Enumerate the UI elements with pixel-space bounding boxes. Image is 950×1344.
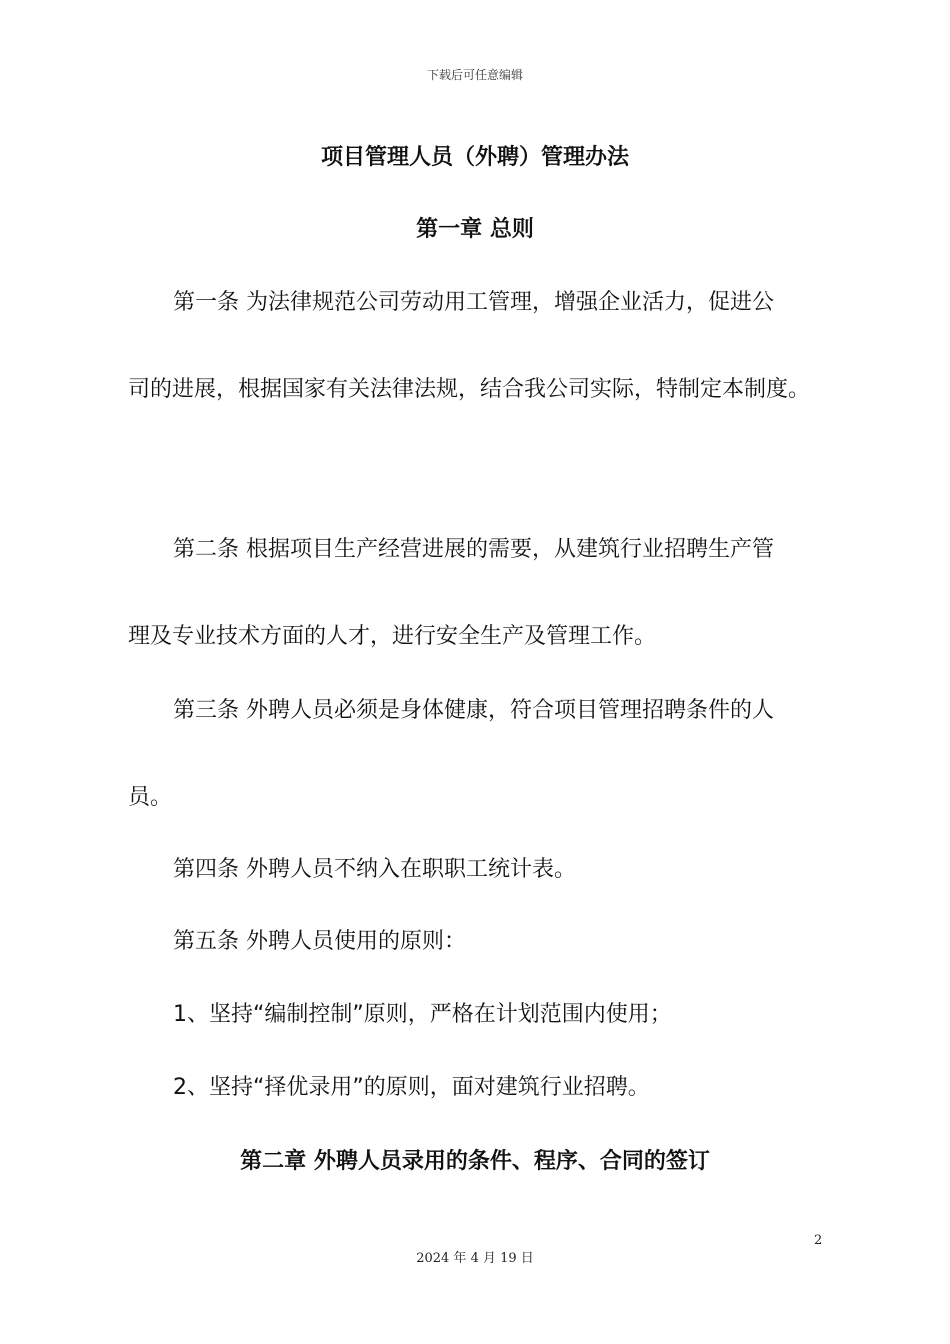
chapter-2-heading: 第二章 外聘人员录用的条件、程序、合同的签订 — [240, 1149, 710, 1174]
chapter-1-heading: 第一章 总则 — [416, 217, 534, 242]
article-1-line-2: 司的进展，根据国家有关法律法规，结合我公司实际，特制定本制度。 — [128, 377, 811, 402]
article-2-line-1: 第二条 根据项目生产经营进展的需要，从建筑行业招聘生产管 — [173, 537, 774, 562]
article-3-line-1: 第三条 外聘人员必须是身体健康，符合项目管理招聘条件的人 — [173, 698, 774, 723]
principle-1: 1、坚持“编制控制”原则，严格在计划范围内使用； — [173, 1002, 672, 1027]
page-header: 下载后可任意编辑 — [426, 68, 523, 82]
article-4: 第四条 外聘人员不纳入在职职工统计表。 — [173, 857, 576, 882]
page-number: 2 — [814, 1233, 823, 1248]
principle-2: 2、坚持“择优录用”的原则，面对建筑行业招聘。 — [173, 1075, 650, 1100]
article-2-line-2: 理及专业技术方面的人才，进行安全生产及管理工作。 — [128, 624, 657, 649]
article-1-line-1: 第一条 为法律规范公司劳动用工管理，增强企业活力，促进公 — [173, 290, 774, 315]
article-5: 第五条 外聘人员使用的原则： — [173, 929, 466, 954]
footer-date: 2024 年 4 月 19 日 — [416, 1251, 534, 1266]
article-3-line-2: 员。 — [128, 785, 173, 810]
document-title: 项目管理人员（外聘）管理办法 — [320, 145, 629, 170]
